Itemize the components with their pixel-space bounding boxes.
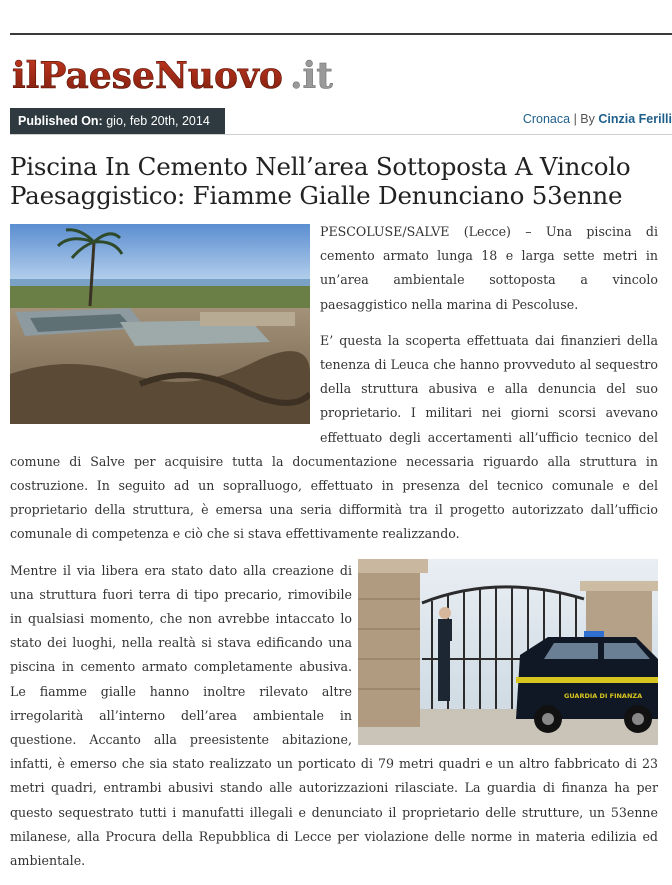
- article-paragraph: E’ questa la scoperta effettuata dai finanzieri della tenenza di Leuca che hanno provveduto al sequestro della struttura abusiva e alla denuncia del suo proprietario. I militari nei giorni scorsi avevano effettuato degli accertamenti all’ufficio tecnico del comune di Salve per acquisire tutta la documentazione necessaria riguardo alla struttura in costruzione. In seguito ad un sopralluogo, effettuato in presenza del tecnico comunale e del proprietario della struttura, è emersa una seria difformità tra il progetto autorizzato dall’ufficio comunale di competenza e ciò che si stava effettivamente realizzando.: [10, 332, 658, 542]
- site-logo[interactable]: [12, 50, 352, 100]
- article-body: [10, 220, 658, 885]
- meta-divider: [10, 134, 672, 135]
- author-link[interactable]: Cinzia Ferilli: [598, 112, 672, 126]
- svg-text:.it: .it: [290, 55, 333, 97]
- category-link[interactable]: Cronaca: [522, 112, 571, 126]
- article-paragraph: Mentre il via libera era stato dato alla creazione di una struttura fuori terra di tipo precario, rimovibile in qualsiasi momento, che non avrebbe intaccato lo stato dei luoghi, nella realtà si stava edificando una piscina in cemento armato completamente abusiva. Le fiamme gialle hanno inoltre rilevato altre irregolarità all’interno dell’area ambientale in questione. Accanto alla preesistente abitazione, infatti, è emerso che sia stato realizzato un porticato di 79 metri quadri e un altro fabbricato di 23 metri quadri, entrambi abusivi stando alle autorizzazioni rilasciate. La guardia di finanza ha per questo sequestrato tutti i manufatti illegali e denunciato il proprietario delle strutture, un 53enne milanese, alla Procura della Repubblica di Lecce per violazione delle norme in materia edilizia ed ambientale.: [10, 562, 658, 869]
- pool-photo: [10, 224, 310, 424]
- car-livery-text: GUARDIA DI FINANZA: [564, 691, 643, 700]
- svg-text:ilPaeseNuovo: ilPaeseNuovo: [12, 55, 283, 97]
- post-byline: [523, 112, 672, 126]
- published-badge: [10, 108, 225, 134]
- post-meta-bar: [10, 108, 672, 134]
- top-divider: [10, 33, 672, 35]
- article-paragraph: PESCOLUSE/SALVE (Lecce) – Una piscina di cemento armato lunga 18 e larga sette metri in un’area ambientale sottoposta a vincolo paesaggistico nella marina di Pescoluse.: [320, 224, 658, 312]
- published-label: Published On:: [18, 114, 103, 128]
- article-title: Piscina In Cemento Nell’area Sottoposta A Vincolo Paesaggistico: Fiamme Gialle Denunciano 53enne: [10, 152, 631, 210]
- byline-separator: | By: [573, 112, 595, 126]
- guardia-di-finanza-photo: [358, 559, 658, 745]
- published-date: gio, feb 20th, 2014: [106, 114, 210, 128]
